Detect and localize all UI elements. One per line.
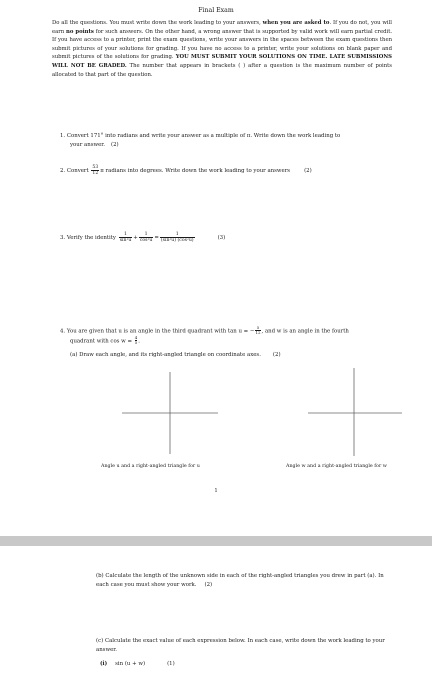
- fraction-numerator: 53: [92, 165, 99, 170]
- part-label: (i): [100, 661, 108, 667]
- fraction-denominator: 12: [92, 171, 99, 176]
- instructions-text: Do all the questions. You must write down the work leading to your answers,: [52, 20, 263, 26]
- coordinate-axes-u: [122, 372, 218, 454]
- fraction-numerator: 5: [256, 325, 260, 330]
- question-4b-marks: (2): [204, 581, 213, 588]
- question-4c-i-marks: (1): [167, 661, 175, 667]
- question-1-text-cont: your answer.: [70, 141, 106, 148]
- question-4-text: 4. You are given that u is an angle in the third quadrant with tan u = −: [60, 328, 255, 335]
- fraction-numerator: 1: [119, 232, 133, 238]
- question-4c-i: [100, 660, 175, 669]
- instructions-text: The number that appears in brackets ( ) after a question is the maximum number of points allocated to that part of the question.: [52, 62, 392, 78]
- fraction-numerator: 1: [139, 232, 154, 238]
- question-4b-text: (b) Calculate the length of the unknown side in each of the right-angled triangles you drew in part (a). In each case you must show your work.: [96, 573, 384, 588]
- question-4a-text: (a) Draw each angle, and its right-angled triangle on coordinate axes.: [70, 352, 261, 358]
- instructions-text: . If you do not, you will earn: [52, 20, 392, 35]
- plus-sign: +: [133, 235, 138, 241]
- coordinate-axes-w: [308, 368, 402, 456]
- instructions-paragraph: [52, 19, 392, 79]
- question-3: [60, 232, 390, 243]
- question-1: [60, 132, 390, 149]
- equals-sign: =: [154, 235, 159, 241]
- question-1-text: 1. Convert 171° into radians and write your answer as a multiple of π. Write down the work leading to: [60, 133, 341, 139]
- identity-fraction-1: [119, 232, 133, 243]
- question-4b: [96, 572, 396, 589]
- identity-fraction-2: [139, 232, 154, 243]
- question-4a-marks: (2): [272, 352, 281, 358]
- question-4c-text: (c) Calculate the exact value of each expression below. In each case, write down the work leading to your answer.: [96, 638, 385, 653]
- question-3-marks: (3): [217, 235, 226, 241]
- question-3-text: 3. Verify the identity: [60, 235, 118, 241]
- question-1-marks: (2): [111, 141, 119, 148]
- fraction-denominator: cos²u: [139, 238, 153, 243]
- instructions-bold: when you are asked to: [262, 20, 330, 26]
- question-2-text: π radians into degrees. Write down the work leading to your answers: [100, 168, 291, 174]
- fraction-denominator: (sin²u) (cos²u): [160, 238, 194, 243]
- question-2-marks: (2): [304, 168, 312, 174]
- fraction-numerator: 4: [134, 335, 138, 340]
- fraction-denominator: sin²u: [119, 238, 132, 243]
- exam-page-2: [0, 546, 432, 700]
- instructions-text: for such answers. On the other hand, a wrong answer that is supported by valid work will earn partial credit. If you have access to a printer, print the exam questions, write your answers in the spaces between the exam questions then submit pictures of your solutions for grading. If you have no access to a printer, write your solutions on blank paper and submit pictures of the solutions for grading.: [52, 28, 393, 61]
- question-2-text: 2. Convert: [60, 168, 91, 174]
- exam-title: Final Exam: [198, 7, 234, 14]
- identity-fraction-3: [160, 232, 195, 243]
- fraction-numerator: 1: [160, 232, 195, 238]
- instructions-bold: no points: [66, 28, 94, 35]
- question-4-text-cont: .: [138, 338, 140, 345]
- question-4-text-cont: quadrant with cos w =: [70, 338, 134, 345]
- fraction-denominator: 12: [255, 330, 261, 336]
- question-4a: [70, 351, 390, 360]
- page-separator: [0, 536, 432, 546]
- question-4c: [96, 637, 396, 654]
- question-2-fraction: [91, 165, 99, 176]
- expression: sin (u + w): [115, 661, 146, 667]
- tan-fraction: [255, 326, 260, 336]
- cos-fraction: [135, 336, 138, 346]
- caption-angle-u: Angle u and a right-angled triangle for u: [101, 464, 200, 469]
- question-4-text: , and w is an angle in the fourth: [261, 328, 349, 335]
- question-2: [60, 165, 390, 176]
- question-4: [60, 326, 390, 346]
- fraction-denominator: 5: [134, 340, 138, 346]
- instructions-warning: YOU MUST SUBMIT YOUR SOLUTIONS ON TIME. LATE SUBMISSIONS WILL NOT BE GRADED.: [52, 54, 392, 69]
- page-number: 1: [214, 488, 218, 494]
- caption-angle-w: Angle w and a right-angled triangle for w: [286, 464, 387, 469]
